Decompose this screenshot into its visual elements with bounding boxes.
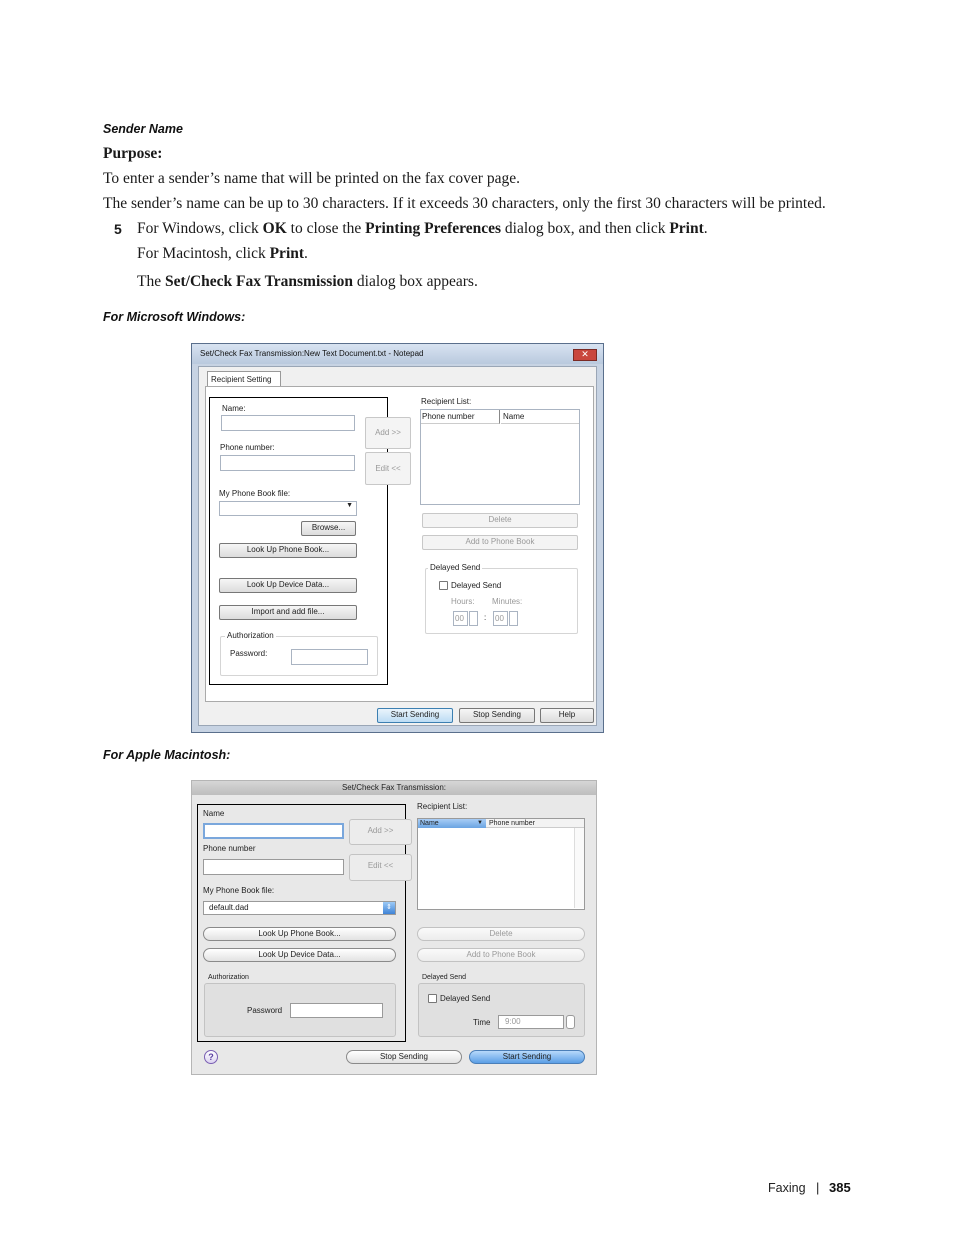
mac-look-up-phone-book-button[interactable]: Look Up Phone Book...	[203, 927, 396, 941]
import-and-add-file-button[interactable]: Import and add file...	[219, 605, 357, 620]
window-body	[198, 366, 597, 726]
windows-fax-dialog	[191, 343, 604, 733]
password-label: Password:	[230, 649, 268, 658]
mac-edit-button[interactable]: Edit <<	[349, 854, 412, 881]
mac-recipient-list-label: Recipient List:	[417, 802, 468, 811]
mac-column-header-phone[interactable]: Phone number	[486, 819, 584, 828]
printing-preferences-keyword: Printing Preferences	[365, 220, 502, 237]
name-input[interactable]	[221, 415, 355, 431]
minutes-label: Minutes:	[492, 597, 523, 606]
add-button[interactable]: Add >>	[365, 417, 411, 449]
mac-column-header-name[interactable]: Name ▼	[418, 819, 486, 828]
print-keyword: Print	[669, 220, 704, 237]
recipient-setting-panel	[205, 386, 594, 702]
mac-recipient-list[interactable]	[417, 818, 585, 910]
column-header-name[interactable]: Name	[501, 410, 579, 424]
mac-delayed-send-check-label: Delayed Send	[440, 994, 491, 1003]
windows-heading: For Microsoft Windows:	[103, 310, 246, 324]
mac-phone-book-label: My Phone Book file:	[203, 886, 275, 895]
look-up-device-data-button[interactable]: Look Up Device Data...	[219, 578, 357, 593]
phone-book-label: My Phone Book file:	[219, 489, 291, 498]
mac-authorization-label: Authorization	[208, 974, 249, 981]
hours-label: Hours:	[451, 597, 475, 606]
mac-start-sending-button[interactable]: Start Sending	[469, 1050, 585, 1064]
help-button[interactable]: Help	[540, 708, 594, 723]
list-scrollbar[interactable]	[574, 828, 584, 908]
step-dialog-appears: The Set/Check Fax Transmission dialog box appears.	[137, 273, 478, 290]
purpose-text: To enter a sender’s name that will be printed on the fax cover page.	[103, 170, 520, 187]
add-to-phone-book-button[interactable]: Add to Phone Book	[422, 535, 578, 550]
mac-name-label: Name	[203, 809, 225, 818]
footer-section: Faxing	[768, 1181, 806, 1195]
name-label: Name:	[222, 404, 246, 413]
edit-button[interactable]: Edit <<	[365, 452, 411, 485]
stop-sending-button[interactable]: Stop Sending	[459, 708, 535, 723]
mac-phone-book-select[interactable]	[203, 901, 396, 915]
recipient-list[interactable]	[420, 409, 580, 505]
mac-add-to-phone-book-button[interactable]: Add to Phone Book	[417, 948, 585, 962]
mac-delayed-send-group-label: Delayed Send	[422, 974, 466, 981]
ok-keyword: OK	[262, 220, 287, 237]
mac-print-keyword: Print	[269, 245, 305, 262]
delayed-send-group-label: Delayed Send	[430, 563, 481, 572]
start-sending-button[interactable]: Start Sending	[377, 708, 453, 723]
section-title: Sender Name	[103, 122, 183, 136]
mac-time-input[interactable]: 9:00	[498, 1015, 564, 1029]
recipient-list-label: Recipient List:	[421, 397, 472, 406]
column-header-phone-number[interactable]: Phone number	[421, 410, 500, 424]
mac-add-button[interactable]: Add >>	[349, 819, 412, 845]
step-number: 5	[114, 221, 122, 237]
step-windows-instruction: For Windows, click OK to close the Printing Preferences dialog box, and then click Print.	[137, 220, 708, 237]
footer-separator: |	[816, 1180, 820, 1195]
step-mac-instruction: For Macintosh, click Print.	[137, 245, 308, 262]
stepper-chevron-icon: ⇕	[383, 902, 395, 914]
delayed-send-check-label: Delayed Send	[451, 581, 502, 590]
sort-arrow-icon: ▼	[477, 820, 483, 826]
mac-time-label: Time	[473, 1018, 491, 1027]
close-icon[interactable]: ✕	[573, 349, 597, 361]
password-input[interactable]	[291, 649, 368, 665]
browse-button[interactable]: Browse...	[301, 521, 356, 536]
limit-text: The sender’s name can be up to 30 characters. If it exceeds 30 characters, only the first 30 characters will be printed.	[103, 195, 826, 212]
mac-look-up-device-data-button[interactable]: Look Up Device Data...	[203, 948, 396, 962]
mac-password-input[interactable]	[290, 1003, 383, 1018]
phone-number-input[interactable]	[220, 455, 355, 471]
mac-heading: For Apple Macintosh:	[103, 748, 231, 762]
mac-delayed-send-checkbox[interactable]	[428, 994, 437, 1003]
time-colon: :	[484, 613, 487, 622]
chevron-down-icon: ▼	[346, 502, 353, 509]
minutes-spinner-icon[interactable]	[509, 611, 518, 626]
mac-name-input[interactable]	[203, 823, 344, 839]
look-up-phone-book-button[interactable]: Look Up Phone Book...	[219, 543, 357, 558]
phone-book-select[interactable]	[219, 501, 357, 516]
mac-phone-number-label: Phone number	[203, 844, 256, 853]
purpose-label: Purpose:	[103, 145, 163, 162]
mac-phone-book-value: default.dad	[209, 903, 249, 912]
mac-fax-dialog	[191, 780, 597, 1075]
mac-time-stepper-icon[interactable]	[566, 1015, 575, 1029]
mac-delete-button[interactable]: Delete	[417, 927, 585, 941]
minutes-input[interactable]: 00	[493, 611, 508, 626]
help-icon[interactable]: ?	[204, 1050, 218, 1064]
window-title: Set/Check Fax Transmission:New Text Document.txt - Notepad	[192, 344, 603, 364]
delete-button[interactable]: Delete	[422, 513, 578, 528]
hours-spinner-icon[interactable]	[469, 611, 478, 626]
phone-number-label: Phone number:	[220, 443, 275, 452]
authorization-label: Authorization	[227, 631, 274, 640]
dialog-name-keyword: Set/Check Fax Transmission	[164, 273, 354, 290]
delayed-send-checkbox[interactable]	[439, 581, 448, 590]
mac-stop-sending-button[interactable]: Stop Sending	[346, 1050, 462, 1064]
mac-password-label: Password	[247, 1006, 283, 1015]
mac-phone-number-input[interactable]	[203, 859, 344, 875]
tab-recipient-setting[interactable]: Recipient Setting	[207, 371, 281, 387]
hours-input[interactable]: 00	[453, 611, 468, 626]
mac-window-title: Set/Check Fax Transmission:	[192, 781, 596, 795]
page-number: 385	[829, 1180, 851, 1195]
